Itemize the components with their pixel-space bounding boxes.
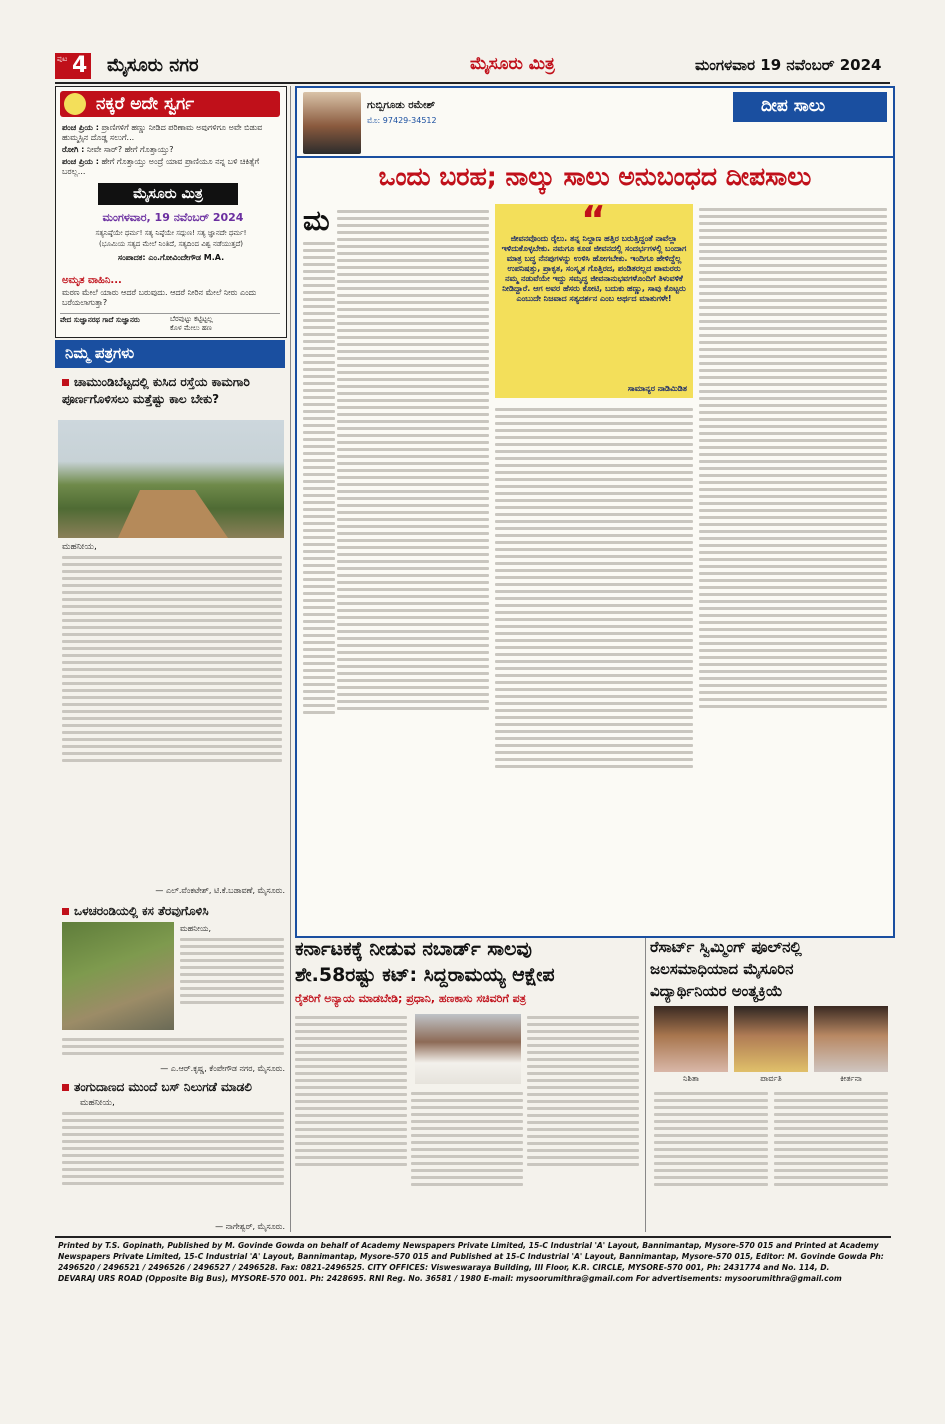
caption-1: ನಿಶಿತಾ (683, 1074, 699, 1083)
letter-1-title (62, 374, 284, 408)
nabard-col-3 (527, 1012, 639, 1228)
letter-3-signoff: — ನಾಗೇಶ್ವರ್, ಮೈಸೂರು. (215, 1222, 285, 1231)
nakkare-line-3 (62, 157, 278, 177)
footer-line-3: 2496520 / 2496521 / 2496526 / 2496527 / 2496528. Fax: 0821-2496525. CITY OFFICES: Visweswaraya Building, III Floor, K.R. CIRCLE, MYSORE-570 001, Ph: 2431774 and No. 114, D. (58, 1263, 830, 1272)
nakkare-line-1-text: ಪ್ರಾಣಿಗಳಿಗೆ ಹಣ್ಣು ನೀಡಿದ ಪರಿಣಾಮ ಅವುಗಳಿಗೂ ಅವೇ ಬಿಡುವ ಹುಮ್ಮಸ್ಸಿನ ದೊಡ್ಡ ಸಲುಗೆ... (62, 123, 263, 142)
letter-2-photo (62, 922, 174, 1030)
nabard-subhead: ರೈತರಿಗೆ ಅನ್ಯಾಯ ಮಾಡಬೇಡಿ; ಪ್ರಧಾನಿ, ಹಣಕಾಸು ಸಚಿವರಿಗೆ ಪತ್ರ (295, 992, 527, 1005)
paper-name: ಮೈಸೂರು ಮಿತ್ರ (470, 54, 555, 74)
smiley-icon (64, 93, 86, 115)
footer-line-1: Printed by T.S. Gopinath, Published by M. Govinde Gowda on behalf of Academy Newspapers Private Limited, 15-C Industrial 'A' Layout, Bannimantap, Mysore-570 015 and Printed at Academy (58, 1241, 879, 1250)
letter-1-greeting: ಮಹನೀಯ, (62, 542, 97, 552)
victim-photo-2 (734, 1006, 808, 1072)
bullet-icon (62, 1084, 69, 1091)
pull-quote (495, 198, 693, 398)
nakkare-line-3-text: ಹೇಗೆ ಗೊತ್ತಾಯ್ತು ಅಂದ್ರೆ ಯಾವ ಪ್ರಾಣಿಯೂ ನನ್ನ ಬಳಿ ಚಿಕಿತ್ಸೆಗೆ ಬರಲ್ಲ... (62, 157, 260, 176)
article-col-1-lower (303, 238, 335, 928)
veda-right-2: ಕೊಳ ಮೇಲು ಹಣ (170, 324, 212, 332)
paper-badge (98, 183, 238, 205)
nakkare-line-2-text: ನೀವೇ ಸಾರ್? ಹೇಗೆ ಗೊತ್ತಾಯ್ತು? (86, 145, 174, 154)
quote-credit: ಸಾಮಾನ್ಯರ ನಾಡಿಮಿಡಿತ (627, 384, 687, 393)
nabard-headline-2: ಶೇ.58ರಷ್ಟು ಕಟ್: ಸಿದ್ದರಾಮಯ್ಯ ಆಕ್ಷೇಪ (295, 964, 555, 986)
columnist-photo (303, 92, 361, 154)
letter-2-greeting: ಮಹನೀಯ, (180, 924, 212, 933)
columnist-phone: ಮೊ: 97429-34512 (367, 116, 437, 125)
bullet-icon (62, 908, 69, 915)
article-col-1 (337, 206, 489, 926)
footer-imprint (58, 1240, 890, 1284)
article-frame (295, 86, 895, 938)
letter-1-signoff: — ಎಲ್.ವೆಂಕಟೇಶ್, ಟಿ.ಕೆ.ಬಡಾವಣೆ, ಮೈಸೂರು. (155, 886, 285, 895)
story-divider (645, 938, 646, 1232)
columnist-name: ಗುಬ್ಬಿಗೂಡು ರಮೇಶ್ (367, 100, 436, 111)
resort-col-1 (654, 1088, 768, 1228)
victim-photo-1 (654, 1006, 728, 1072)
caption-2: ಪಾರ್ವತಿ (760, 1074, 782, 1083)
page-prefix: ಪುಟ (57, 55, 68, 63)
nakkare-title: ನಕ್ಕರೆ ಅದೇ ಸ್ವರ್ಗ (96, 94, 195, 114)
masthead (45, 50, 897, 82)
nabard-headline-1: ಕರ್ನಾಟಕಕ್ಕೆ ನೀಡುವ ನಬಾರ್ಡ್ ಸಾಲವು (295, 938, 532, 960)
nakkare-date: ಮಂಗಳವಾರ, 19 ನವೆಂಬರ್ 2024 (102, 211, 244, 224)
letter-2-title (62, 904, 284, 919)
quote-mark-icon: “ (581, 198, 606, 242)
nabard-col-1 (295, 1012, 407, 1228)
letter-1-body (62, 552, 282, 852)
letter-2-body-right (180, 934, 284, 1034)
column-title: ದೀಪ ಸಾಲು (761, 96, 826, 116)
letter-2-signoff: — ಎ.ಆರ್.ಕೃಷ್ಣ, ಕೆಂಪೇಗೌಡ ನಗರ, ಮೈಸೂರು. (160, 1064, 285, 1073)
drop-cap: ಮ (303, 204, 330, 237)
amrutha-title: ಅಮೃತ ವಾಹಿನಿ... (62, 275, 122, 286)
nakkare-line-1-label: ಪಂಚ ಪ್ರಿಯ : (62, 123, 99, 132)
letter-3-title-text: ತಂಗುದಾಣದ ಮುಂದೆ ಬಸ್ ನಿಲುಗಡೆ ಮಾಡಲಿ (74, 1080, 252, 1094)
resort-story (650, 938, 893, 1232)
quote-text: ಜೀವನವೊಂದು ರೈಲು. ತನ್ನ ನಿಲ್ದಾಣ ಹತ್ತಿರ ಬರುತ್ತಿದ್ದಂತೆ ನಾವೆಲ್ಲಾ ಇಳಿದುಕೊಳ್ಳಬೇಕು. ನಮಗೂ ಕೂಡ ಜೀವನದಲ್ಲಿ ಸಂದರ್ಭಗಳಲ್ಲಿ ಬಂದಾಗ ಮಾತ್ರ ಬದ್ಧ ನೆನಪುಗಳನ್ನು ಉಳಿಸಿ ಹೋಗಬೇಕು. ಇಂದಿಗೂ ಹೇಳಿದ್ದೆಲ್ಲ ಉಪನಿಷತ್ತು, ಪ್ರಾಕೃತ, ಸಂಸ್ಕೃತ ಗೊತ್ತಿರದ, ಪಂಡಿತರಲ್ಲದ ಪಾಮರರು ನಮ್ಮ ನಡುವೆಯೇ ಇದ್ದು ಸಮೃದ್ಧ ಜೀವನಾನುಭವಗಳೊಂದಿಗೆ ತಿಳುವಳಿಕೆ ನೀಡಿದ್ದಾರೆ. ಆಗ ಅವರ ಹೆಸರು ಕೋಟಿ, ಬದುಕು ಹಣ್ಣು, ಸಾವು ಕೊಟ್ಟರು ಎಂಬುದೇ ನಿಜವಾದ ಸತ್ಯದರ್ಶನ ಎಂಬ ಅರ್ಥದ ಮಾತುಗಳೇ! (501, 234, 687, 303)
letter-1-photo (58, 420, 284, 538)
article-col-2 (495, 404, 693, 926)
resort-headline-1: ರೆಸಾರ್ಟ್ ಸ್ವಿಮ್ಮಿಂಗ್ ಪೂಲ್‌ನಲ್ಲಿ (650, 938, 802, 956)
section-name: ಮೈಸೂರು ನಗರ (107, 55, 199, 76)
resort-headline-2: ಜಲಸಮಾಧಿಯಾದ ಮೈಸೂರಿನ (650, 960, 794, 978)
column-divider (290, 86, 291, 1232)
header-rule (297, 156, 893, 158)
page-number: 4 (72, 53, 88, 78)
veda-box (60, 313, 280, 334)
letters-header (55, 340, 285, 368)
paper-badge-text: ಮೈಸೂರು ಮಿತ್ರ (133, 186, 203, 202)
letters-title: ನಿಮ್ಮ ಪತ್ರಗಳು (65, 344, 135, 362)
footer-line-2: Newspapers Private Limited, 15-C Industrial 'A' Layout, Bannimantap, Mysore-570 015 and Published at 15-C Industrial 'A' Layout, Bannimantap, Mysore-570 015, Editor: M. Govinde Gowda Ph: (58, 1252, 884, 1261)
victim-photo-3 (814, 1006, 888, 1072)
nakkare-line-3-label: ಪಂಚ ಪ್ರಿಯ : (62, 157, 99, 166)
amrutha-text: ಮರಣ ಮೇಲೆ ಯಾರು ಆದರೆ ಬರುವುದು. ಆದರೆ ನೀರಿನ ಮೇಲೆ ನೀರು ಎಂದು ಬರೆಯಲಾಗುತ್ತಾ? (62, 288, 257, 307)
article-col-3 (699, 204, 887, 926)
nakkare-line-1 (62, 123, 278, 143)
caption-3: ಕೀರ್ತನಾ (840, 1074, 862, 1083)
footer-line-4: DEVARAJ URS ROAD (Opposite Big Bus), MYSORE-570 001. Ph: 2428695. RNI Reg. No. 36581 / 1980 E-mail: mysoorumithra@gmail.com For advertisements: mysoorumithra@gmail.com (58, 1274, 842, 1283)
column-title-bar (733, 92, 887, 122)
nabard-col-2 (411, 1088, 523, 1228)
bullet-icon (62, 379, 69, 386)
resort-col-2 (774, 1088, 888, 1228)
letter-2-body (62, 1034, 284, 1064)
nakkare-box (55, 86, 287, 338)
nakkare-line-2 (62, 145, 278, 155)
footer-rule (55, 1236, 891, 1238)
resort-headline-3: ವಿದ್ಯಾರ್ಥಿನಿಯರ ಅಂತ್ಯಕ್ರಿಯೆ (650, 982, 783, 1000)
nabard-story (295, 938, 641, 1232)
nakkare-line-2-label: ರೋಗಿ : (62, 145, 85, 154)
page-date: ಮಂಗಳವಾರ 19 ನವೆಂಬರ್ 2024 (695, 56, 882, 74)
veda-left: ವೇದ ಸುಜ್ಞಾನರಥ ಗಾದೆ ಸುಜ್ಞಾನರು (60, 316, 140, 324)
page-number-badge (55, 53, 91, 79)
nakkare-info-2: (ಭೂಮಿಯ ಸತ್ಯದ ಮೇಲೆ ನಿಂತಿದೆ, ಸತ್ಯದಿಂದ ವಿಶ್ವ ನಡೆಯುತ್ತದೆ) (98, 240, 244, 248)
nakkare-editor: ಸಂಪಾದಕ: ಎಂ.ಗೋವಿಂದೇಗೌಡ M.A. (117, 253, 225, 262)
letter-3-greeting: ಮಹನೀಯ, (80, 1098, 115, 1108)
letter-2-title-text: ಒಳಚರಂಡಿಯಲ್ಲಿ ಕಸ ತೆರವುಗೊಳಿಸಿ (74, 904, 209, 918)
nakkare-info-1: ಸತ್ಯನಿಷ್ಠೆಯೇ ಧರ್ಮ! ಸತ್ಯ ನಿಷ್ಠೆಯೇ ಸದ್ಗುಣ! ಸತ್ಯ ಜ್ಞಾನದೇ ಧರ್ಮ! (95, 229, 247, 237)
road-shape (118, 490, 228, 538)
letter-3-title (62, 1080, 284, 1095)
article-headline: ಒಂದು ಬರಹ; ನಾಲ್ಕು ಸಾಲು ಅನುಬಂಧದ ದೀಪಸಾಲು (378, 162, 812, 191)
nakkare-title-bar (60, 91, 280, 117)
cm-photo (415, 1014, 521, 1084)
veda-right-1: ಬೆರವುಟ್ಟು ಕಟ್ಟಿಟ್ಟಲ್ಲ (170, 315, 213, 323)
masthead-rule (55, 82, 890, 84)
letter-3-body (62, 1108, 284, 1218)
letter-1-title-text: ಚಾಮುಂಡಿಬೆಟ್ಟದಲ್ಲಿ ಕುಸಿದ ರಸ್ತೆಯ ಕಾಮಗಾರಿ ಪೂರ್ಣಗೊಳಿಸಲು ಮತ್ತೆಷ್ಟು ಕಾಲ ಬೇಕು? (62, 375, 250, 406)
